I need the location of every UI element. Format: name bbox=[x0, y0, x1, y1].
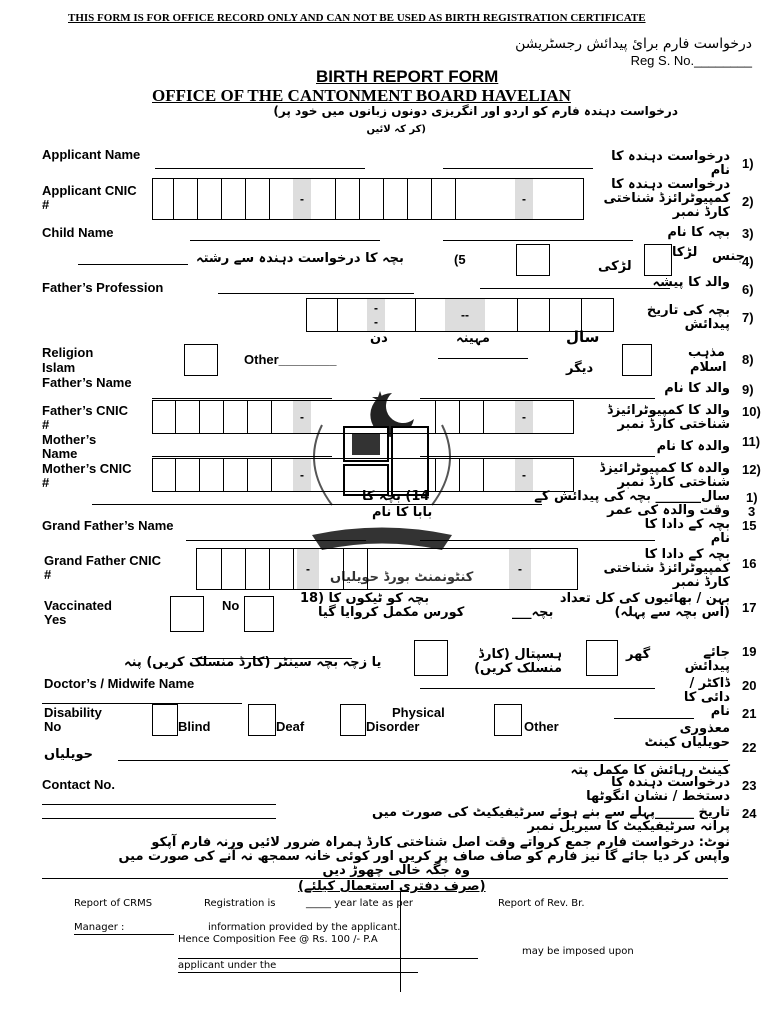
contact-label: Contact No. bbox=[42, 777, 115, 792]
father-name-label: Father’s Name bbox=[42, 375, 132, 390]
applicant-name-label: Applicant Name bbox=[42, 147, 141, 162]
office-imposed: may be imposed upon bbox=[522, 946, 634, 957]
row-num-10: 10) bbox=[742, 404, 761, 419]
contact-input[interactable] bbox=[42, 804, 276, 805]
father-name-child-label: 14) بچہ کا bbox=[362, 489, 430, 504]
child-name-en-input[interactable] bbox=[190, 240, 380, 241]
father-name-en-input[interactable] bbox=[152, 398, 332, 399]
child-name-urdu: بچہ کا نام bbox=[667, 225, 730, 240]
physical-checkbox[interactable] bbox=[494, 704, 522, 736]
applicant-under-line bbox=[178, 972, 418, 973]
hospital-checkbox[interactable] bbox=[414, 640, 448, 676]
seal-text: کنٹونمنٹ بورڈ حویلیاں bbox=[330, 570, 474, 585]
applicant-name-ur-input[interactable] bbox=[443, 168, 593, 169]
vaccinated-urdu-1: بچہ کو ٹیکوں کا (18 bbox=[300, 591, 430, 606]
other-disability-label: Other bbox=[524, 719, 559, 734]
relation-input[interactable] bbox=[78, 264, 188, 265]
doctor-input[interactable] bbox=[420, 688, 655, 689]
siblings-urdu: بہن / بھائیوں کی کل تعداد (اس بچہ سے پہلہ) bbox=[559, 591, 730, 620]
row-num-16: 16 bbox=[742, 556, 757, 571]
note-line-3: وہ جگہ خالی چھوڑ دیں bbox=[322, 863, 470, 878]
doctor-label: Doctor’s / Midwife Name bbox=[44, 676, 195, 691]
office-composition-fee: Hence Composition Fee @ Rs. 100 /- P.A bbox=[178, 934, 378, 945]
father-cnic-urdu: والد کا کمپیوٹرائیزڈ شناختی کارڈ نمبر bbox=[607, 403, 730, 432]
blind-label: Blind bbox=[178, 719, 211, 734]
row-num-4: 4) bbox=[742, 254, 754, 269]
urdu-instruction-1: درخواست دہندہ فارم کو اردو اور انگریزی دونوں زبانوں میں خود پر) bbox=[273, 104, 678, 118]
father-cnic-label: Father’s CNIC # bbox=[42, 403, 128, 432]
parent-age-urdu-1: سال_______ بچہ کی پیدائش کے bbox=[534, 489, 730, 504]
hospital-urdu: ہسپتال (کارڈ منسلک کریں) bbox=[474, 647, 562, 676]
applicant-cnic-input[interactable]: - - bbox=[152, 178, 584, 220]
row-num-7: 7) bbox=[742, 310, 754, 325]
form-title: BIRTH REPORT FORM bbox=[316, 67, 499, 86]
office-report-crms: Report of CRMS bbox=[74, 898, 153, 909]
vaccinated-yes-checkbox[interactable] bbox=[170, 596, 204, 632]
dob-day: دن bbox=[370, 331, 388, 346]
grandfather-name-label: Grand Father’s Name bbox=[42, 518, 174, 533]
relation-urdu: بچہ کا درخواست دہندہ سے رشتہ bbox=[196, 251, 404, 266]
vaccinated-no: No bbox=[222, 598, 240, 613]
girl-checkbox[interactable] bbox=[644, 244, 672, 276]
father-name-urdu: والد کا نام bbox=[664, 381, 730, 396]
manager-line bbox=[74, 934, 174, 935]
religion-other[interactable]: Other________ bbox=[244, 352, 337, 367]
vaccinated-label: Vaccinated bbox=[44, 598, 112, 613]
row-num-19: 19 bbox=[742, 644, 757, 659]
row-num-5: (5 bbox=[454, 252, 466, 267]
mother-cnic-urdu: والدہ کا کمپیوٹرائیزڈ شناختی کارڈ نمبر bbox=[599, 461, 730, 490]
deaf-label: Deaf bbox=[276, 719, 305, 734]
physical-label-1: Physical bbox=[392, 705, 445, 720]
dob-urdu: بچہ کی تاریخ پیدائش bbox=[646, 303, 730, 332]
row-num-6: 6) bbox=[742, 282, 754, 297]
disability-urdu: معذوری bbox=[679, 721, 730, 736]
parent-age-urdu-2: وقت والدہ کی عمر bbox=[607, 503, 730, 518]
islam-label: Islam bbox=[42, 360, 76, 375]
dob-year: سال bbox=[566, 328, 600, 346]
child-name-ur-input[interactable] bbox=[443, 240, 633, 241]
row-num-23: 23 bbox=[742, 778, 757, 793]
grandfather-name-en-input[interactable] bbox=[186, 540, 366, 541]
islam-urdu: اسلام bbox=[690, 360, 727, 375]
row-num-20: 20 bbox=[742, 678, 757, 693]
office-vertical-divider bbox=[400, 892, 401, 992]
row-num-1: 1) bbox=[742, 156, 754, 171]
child-name-label: Child Name bbox=[42, 225, 114, 240]
grandfather-cnic-label: Grand Father CNIC # bbox=[44, 553, 162, 582]
boy-label: لڑکا bbox=[672, 245, 698, 260]
father-name-child-label-2: بابا کا نام bbox=[372, 505, 433, 520]
row-num-24: 24 bbox=[742, 806, 757, 821]
father-profession-ur-input[interactable] bbox=[480, 288, 670, 289]
address-urdu: کینٹ رہائش کا مکمل پتہ bbox=[570, 763, 730, 778]
certificate-urdu: تاریخ ______پہلے سے بنے ہوئے سرٹیفیکیٹ کی صورت میں bbox=[372, 805, 730, 820]
girl-label: لڑکی bbox=[598, 259, 632, 274]
row-num-13: 1) bbox=[746, 490, 758, 505]
religion-urdu: مذہب bbox=[688, 345, 725, 360]
form-notice: THIS FORM IS FOR OFFICE RECORD ONLY AND CAN NOT BE USED AS BIRTH REGISTRATION CERTIFICATE bbox=[68, 12, 646, 24]
vaccinated-yes: Yes bbox=[44, 612, 67, 627]
grandfather-name-urdu: بچہ کے دادا کا نام bbox=[644, 517, 730, 546]
row-num-13b: 3 bbox=[748, 504, 756, 519]
religion-label: Religion bbox=[42, 345, 94, 360]
row-num-8: 8) bbox=[742, 352, 754, 367]
office-report-rev: Report of Rev. Br. bbox=[498, 898, 585, 909]
office-title: OFFICE OF THE CANTONMENT BOARD HAVELIAN bbox=[152, 86, 571, 105]
note-line-1: نوٹ: درخواست فارم جمع کرواتے وقت اصل شناختی کارڈ ہمراہ ضرور لائیں ورنہ فارم آپکو bbox=[151, 835, 730, 850]
signature-urdu: درخواست دہندہ کا دستخط / نشان انگوٹھا bbox=[586, 775, 730, 804]
applicant-name-en-input[interactable] bbox=[155, 168, 365, 169]
mother-name-urdu: والدہ کا نام bbox=[656, 439, 730, 454]
mother-cnic-input[interactable]: - - bbox=[152, 458, 574, 492]
disability-no-checkbox[interactable] bbox=[152, 704, 178, 736]
row-num-17: 17 bbox=[742, 600, 757, 615]
grandfather-cnic-input[interactable]: - - bbox=[196, 548, 578, 590]
vaccinated-urdu-2: کورس مکمل کروایا گیا bbox=[318, 605, 465, 620]
blind-checkbox[interactable] bbox=[248, 704, 276, 736]
home-checkbox[interactable] bbox=[586, 640, 618, 676]
father-name-ur-input[interactable] bbox=[420, 398, 655, 399]
applicant-cnic-urdu: درخواست دہندہ کا کمپیوٹرائزڈ شناختی کارڈ نمبر bbox=[603, 177, 730, 220]
mother-name-ur-input[interactable] bbox=[420, 456, 655, 457]
havelian-urdu: حویلیاں bbox=[44, 747, 93, 762]
cantt-havelian-urdu: حویلیاں کینٹ bbox=[644, 735, 730, 750]
parent-age-line[interactable] bbox=[92, 504, 542, 505]
address-input[interactable] bbox=[118, 760, 728, 761]
vaccinated-no-checkbox[interactable] bbox=[244, 596, 274, 632]
mother-name-label: Mother’s Name bbox=[42, 432, 97, 461]
office-manager: Manager : bbox=[74, 922, 125, 933]
grandfather-name-ur-input[interactable] bbox=[420, 540, 655, 541]
birth-center-urdu: یا زچہ بچہ سینٹر (کارڈ منسلک کریں) پنہ bbox=[124, 655, 382, 670]
note-line-2: واپس کر دیا جائے گا نیز فارم کو صاف صاف پر کریں اور کوئی خانہ سمجھ نہ آنے کی صورت میں bbox=[118, 849, 730, 864]
row-num-15: 15 bbox=[742, 518, 757, 533]
row-num-11: 11) bbox=[742, 434, 761, 449]
row-num-22: 22 bbox=[742, 740, 757, 755]
office-info-provided: information provided by the applicant. bbox=[208, 922, 401, 933]
office-applicant-under: applicant under the bbox=[178, 960, 277, 971]
mother-name-en-input[interactable] bbox=[152, 456, 332, 457]
gender-label: جنس bbox=[712, 249, 746, 264]
row-num-2: 2) bbox=[742, 194, 754, 209]
dob-input[interactable]: - - -- bbox=[306, 298, 614, 332]
physical-label-2: Disorder bbox=[366, 719, 420, 734]
row-num-12: 12) bbox=[742, 462, 761, 477]
father-cnic-input[interactable]: - - bbox=[152, 400, 574, 434]
row-num-21: 21 bbox=[742, 706, 757, 721]
doctor-urdu: ڈاکٹر / دائی کا نام bbox=[683, 676, 730, 719]
dob-month: مہینہ bbox=[456, 331, 490, 346]
disability-label: Disability bbox=[44, 705, 102, 720]
religion-other-ur-input[interactable] bbox=[438, 358, 528, 359]
home-urdu: گھر bbox=[626, 647, 651, 662]
islam-ur-checkbox[interactable] bbox=[622, 344, 652, 376]
applicant-cnic-label: Applicant CNIC # bbox=[42, 183, 137, 212]
office-year-late[interactable]: _____ year late as per bbox=[306, 898, 413, 909]
disability-no: No bbox=[44, 719, 62, 734]
father-profession-label: Father’s Profession bbox=[42, 280, 164, 295]
deaf-checkbox[interactable] bbox=[340, 704, 366, 736]
certificate-input[interactable] bbox=[42, 818, 276, 819]
mother-cnic-label: Mother’s CNIC # bbox=[42, 461, 132, 490]
birth-place-urdu: جائے پیدائش bbox=[684, 645, 730, 674]
other-disability-input[interactable] bbox=[614, 718, 694, 719]
father-profession-urdu: والد کا پیشہ bbox=[652, 275, 730, 290]
row-num-9: 9) bbox=[742, 382, 754, 397]
disability-line bbox=[42, 703, 242, 704]
islam-checkbox[interactable] bbox=[184, 344, 218, 376]
reg-no[interactable]: Reg S. No.________ bbox=[630, 53, 752, 68]
row-num-3: 3) bbox=[742, 226, 754, 241]
fee-line bbox=[178, 958, 478, 959]
urdu-instruction-2: (کر کہ لائیں bbox=[366, 124, 426, 135]
father-profession-en-input[interactable] bbox=[218, 293, 414, 294]
applicant-name-urdu: درخواست دہندہ کا نام bbox=[611, 149, 730, 178]
office-use-title: (صرف دفتری استعمال کیلئے) bbox=[298, 879, 486, 894]
religion-other-urdu: دیگر bbox=[566, 361, 594, 376]
office-registration: Registration is bbox=[204, 898, 276, 909]
urdu-title: درخواست فارم برائ پیدائش رجسٹریشن bbox=[515, 36, 752, 52]
grandfather-cnic-urdu: بچہ کے دادا کا کمپیوٹرائزڈ شناختی کارڈ نمبر bbox=[603, 547, 730, 590]
certificate-serial-urdu: پرانہ سرٹیفیکیٹ کا سیریل نمبر bbox=[527, 819, 730, 834]
sibling-count-input[interactable]: بچہ___ bbox=[512, 605, 554, 620]
boy-checkbox[interactable] bbox=[516, 244, 550, 276]
